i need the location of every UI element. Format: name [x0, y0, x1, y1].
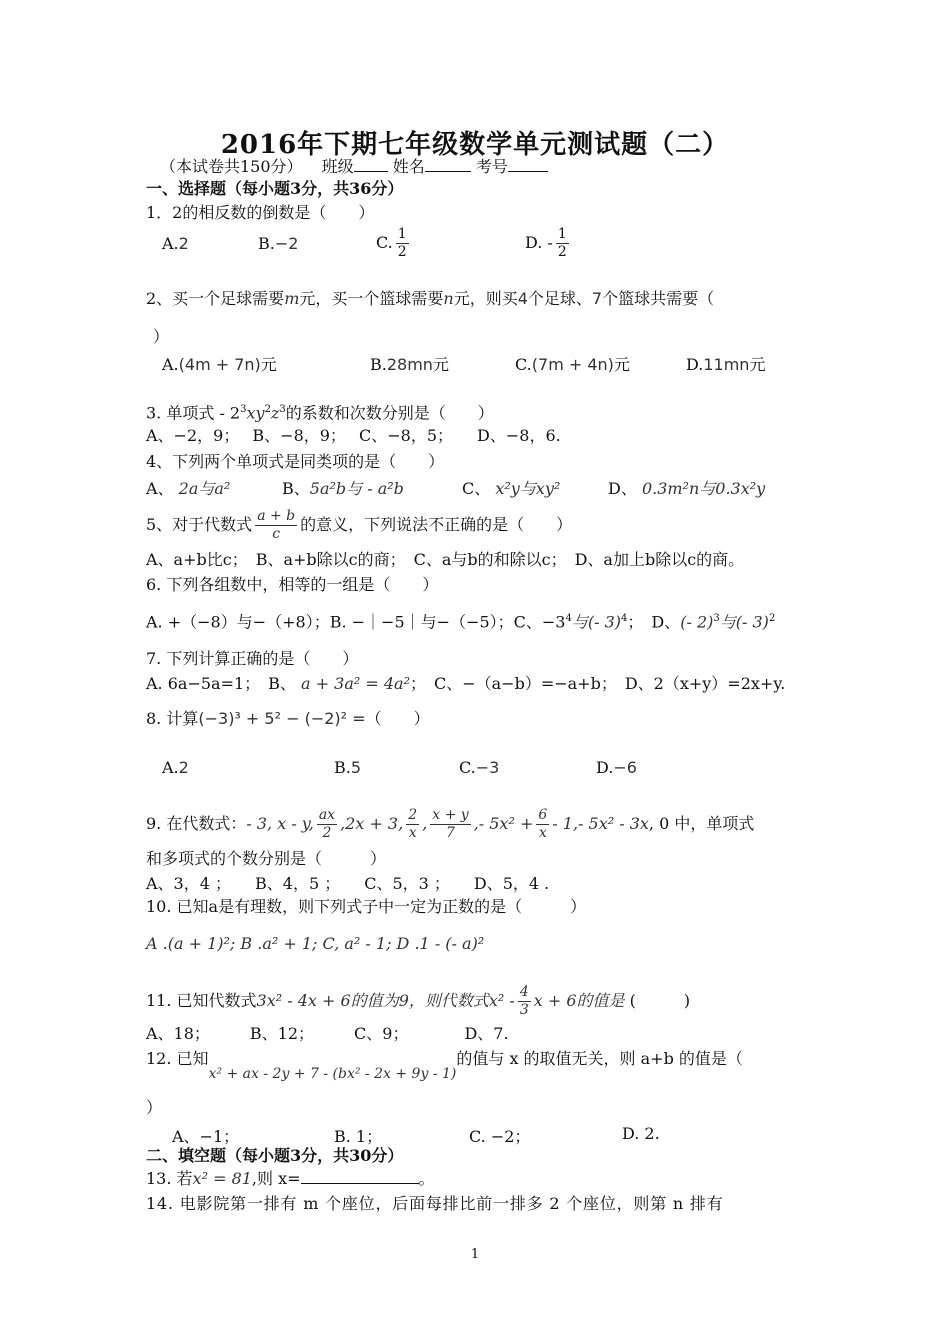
question-12-close: ）: [146, 1098, 163, 1117]
q12-option-b[interactable]: B. 1；: [334, 1127, 383, 1146]
q9-options[interactable]: A、3，4 ； B、4，5 ； C、5，3 ； D、5，4 .: [146, 874, 550, 893]
q2-option-c[interactable]: C.(7m + 4n)元: [515, 355, 630, 374]
question-9-cont: 和多项式的个数分别是（ ）: [146, 849, 387, 868]
id-blank[interactable]: [508, 171, 548, 172]
q4-option-b[interactable]: B、5a²b与 - a²b: [282, 479, 404, 498]
page-title: 2016年下期七年级数学单元测试题（二）: [220, 130, 730, 160]
question-14: 14. 电影院第一排有 m 个座位，后面每排比前一排多 2 个座位，则第 n 排有: [146, 1194, 724, 1213]
question-2-close: ）: [153, 327, 170, 346]
q1-option-c[interactable]: C. $\frac{1}{2}$: [376, 226, 407, 260]
q1-option-b[interactable]: B.−2: [258, 234, 299, 253]
q1-option-d[interactable]: D. - $\frac{1}{2}$: [525, 226, 567, 260]
question-8: 8. 计算(−3)³ + 5² − (−2)² =（ ）: [146, 709, 430, 728]
question-7: 7. 下列计算正确的是（ ）: [146, 649, 359, 668]
q4-option-a[interactable]: A、 2a与a²: [146, 479, 231, 498]
q2-option-b[interactable]: B.28mn元: [370, 355, 449, 374]
q8-option-a[interactable]: A.2: [162, 758, 189, 777]
exam-meta: （本试卷共150分） 班级 姓名 考号: [160, 156, 548, 178]
q4-option-c[interactable]: C、 x²y与xy²: [462, 479, 561, 498]
page-number: 1: [470, 1247, 480, 1262]
q8-option-c[interactable]: C.−3: [459, 758, 500, 777]
name-blank[interactable]: [425, 171, 471, 172]
q8-option-b[interactable]: B.5: [334, 758, 362, 777]
q13-answer-blank[interactable]: [301, 1183, 419, 1184]
question-11: 11. 已知代数式3x² - 4x + 6的值为9，则代数式x² - $\frac{4}{3}$ x + 6的值是 ( ): [146, 984, 691, 1018]
question-3: 3. 单项式 - $2^3xy^2z^3$的系数和次数分别是（ ）: [146, 403, 494, 423]
q12-option-c[interactable]: C. −2；: [469, 1127, 531, 1146]
q2-option-d[interactable]: D.11mn元: [686, 355, 766, 374]
q12-option-a[interactable]: A、−1；: [172, 1127, 240, 1146]
section-choice-heading: 一、选择题（每小题3分，共36分）: [146, 179, 404, 198]
q12-option-d[interactable]: D. 2.: [622, 1124, 660, 1143]
question-9: 9. 在代数式：- 3, x - y, $\frac{ax}{2}$ ,2x + 3, $\frac{2}{x}$ , $\frac{x + y}{7}$ ,- 5x² + $\frac{6}{x}$ - 1,- 5x² - 3x, 0 中，单项式: [146, 807, 755, 841]
question-10: 10. 已知a是有理数，则下列式子中一定为正数的是（ ）: [146, 897, 587, 916]
question-4: 4、下列两个单项式是同类项的是（ ）: [146, 452, 445, 471]
q7-options[interactable]: A. 6a−5a=1； B、 a + 3a² = 4a²； C、−（a−b）=−a+b； D、2（x+y）=2x+y.: [146, 674, 786, 693]
question-12: 12. 已知x² + ax - 2y + 7 - (bx² - 2x + 9y - 1)的值与 x 的取值无关，则 a+b 的值是（: [146, 1049, 743, 1082]
question-1: 1．2的相反数的倒数是（ ）: [146, 203, 375, 222]
question-2: 2、买一个足球需要m元，买一个篮球需要n元，则买4个足球、7个篮球共需要（: [146, 289, 715, 308]
q6-options[interactable]: A. +（−8）与−（+8）；B. −｜−5｜与−（−5）；C、$-3^4$与(- 3)$^4$； D、(- 2)$^3$与(- 3)$^2$: [146, 612, 776, 632]
question-5: 5、对于代数式 $\frac{a + b}{c}$ 的意义，下列说法不正确的是（ ）: [146, 508, 573, 542]
q3-options[interactable]: A、−2，9； B、−8，9； C、−8，5； D、−8，6.: [146, 426, 561, 445]
question-13: 13. 若x² = 81,则 x= 。: [146, 1169, 435, 1188]
section-fill-heading: 二、填空题（每小题3分，共30分）: [146, 1146, 404, 1165]
question-6: 6. 下列各组数中，相等的一组是（ ）: [146, 575, 439, 594]
q2-option-a[interactable]: A.(4m + 7n)元: [162, 355, 277, 374]
q5-options[interactable]: A、a+b比c； B、a+b除以c的商； C、a与b的和除以c； D、a加上b除以c的商。: [146, 550, 745, 569]
q8-option-d[interactable]: D.−6: [596, 758, 637, 777]
q10-options[interactable]: A .(a + 1)²; B .a² + 1; C, a² - 1; D .1 - (- a)²: [146, 934, 485, 953]
q1-option-a[interactable]: A.2: [162, 234, 189, 253]
q11-options[interactable]: A、18； B、12； C、9； D、7.: [146, 1024, 509, 1043]
q4-option-d[interactable]: D、 0.3m²n与0.3x²y: [608, 479, 766, 498]
class-blank[interactable]: [354, 171, 388, 172]
